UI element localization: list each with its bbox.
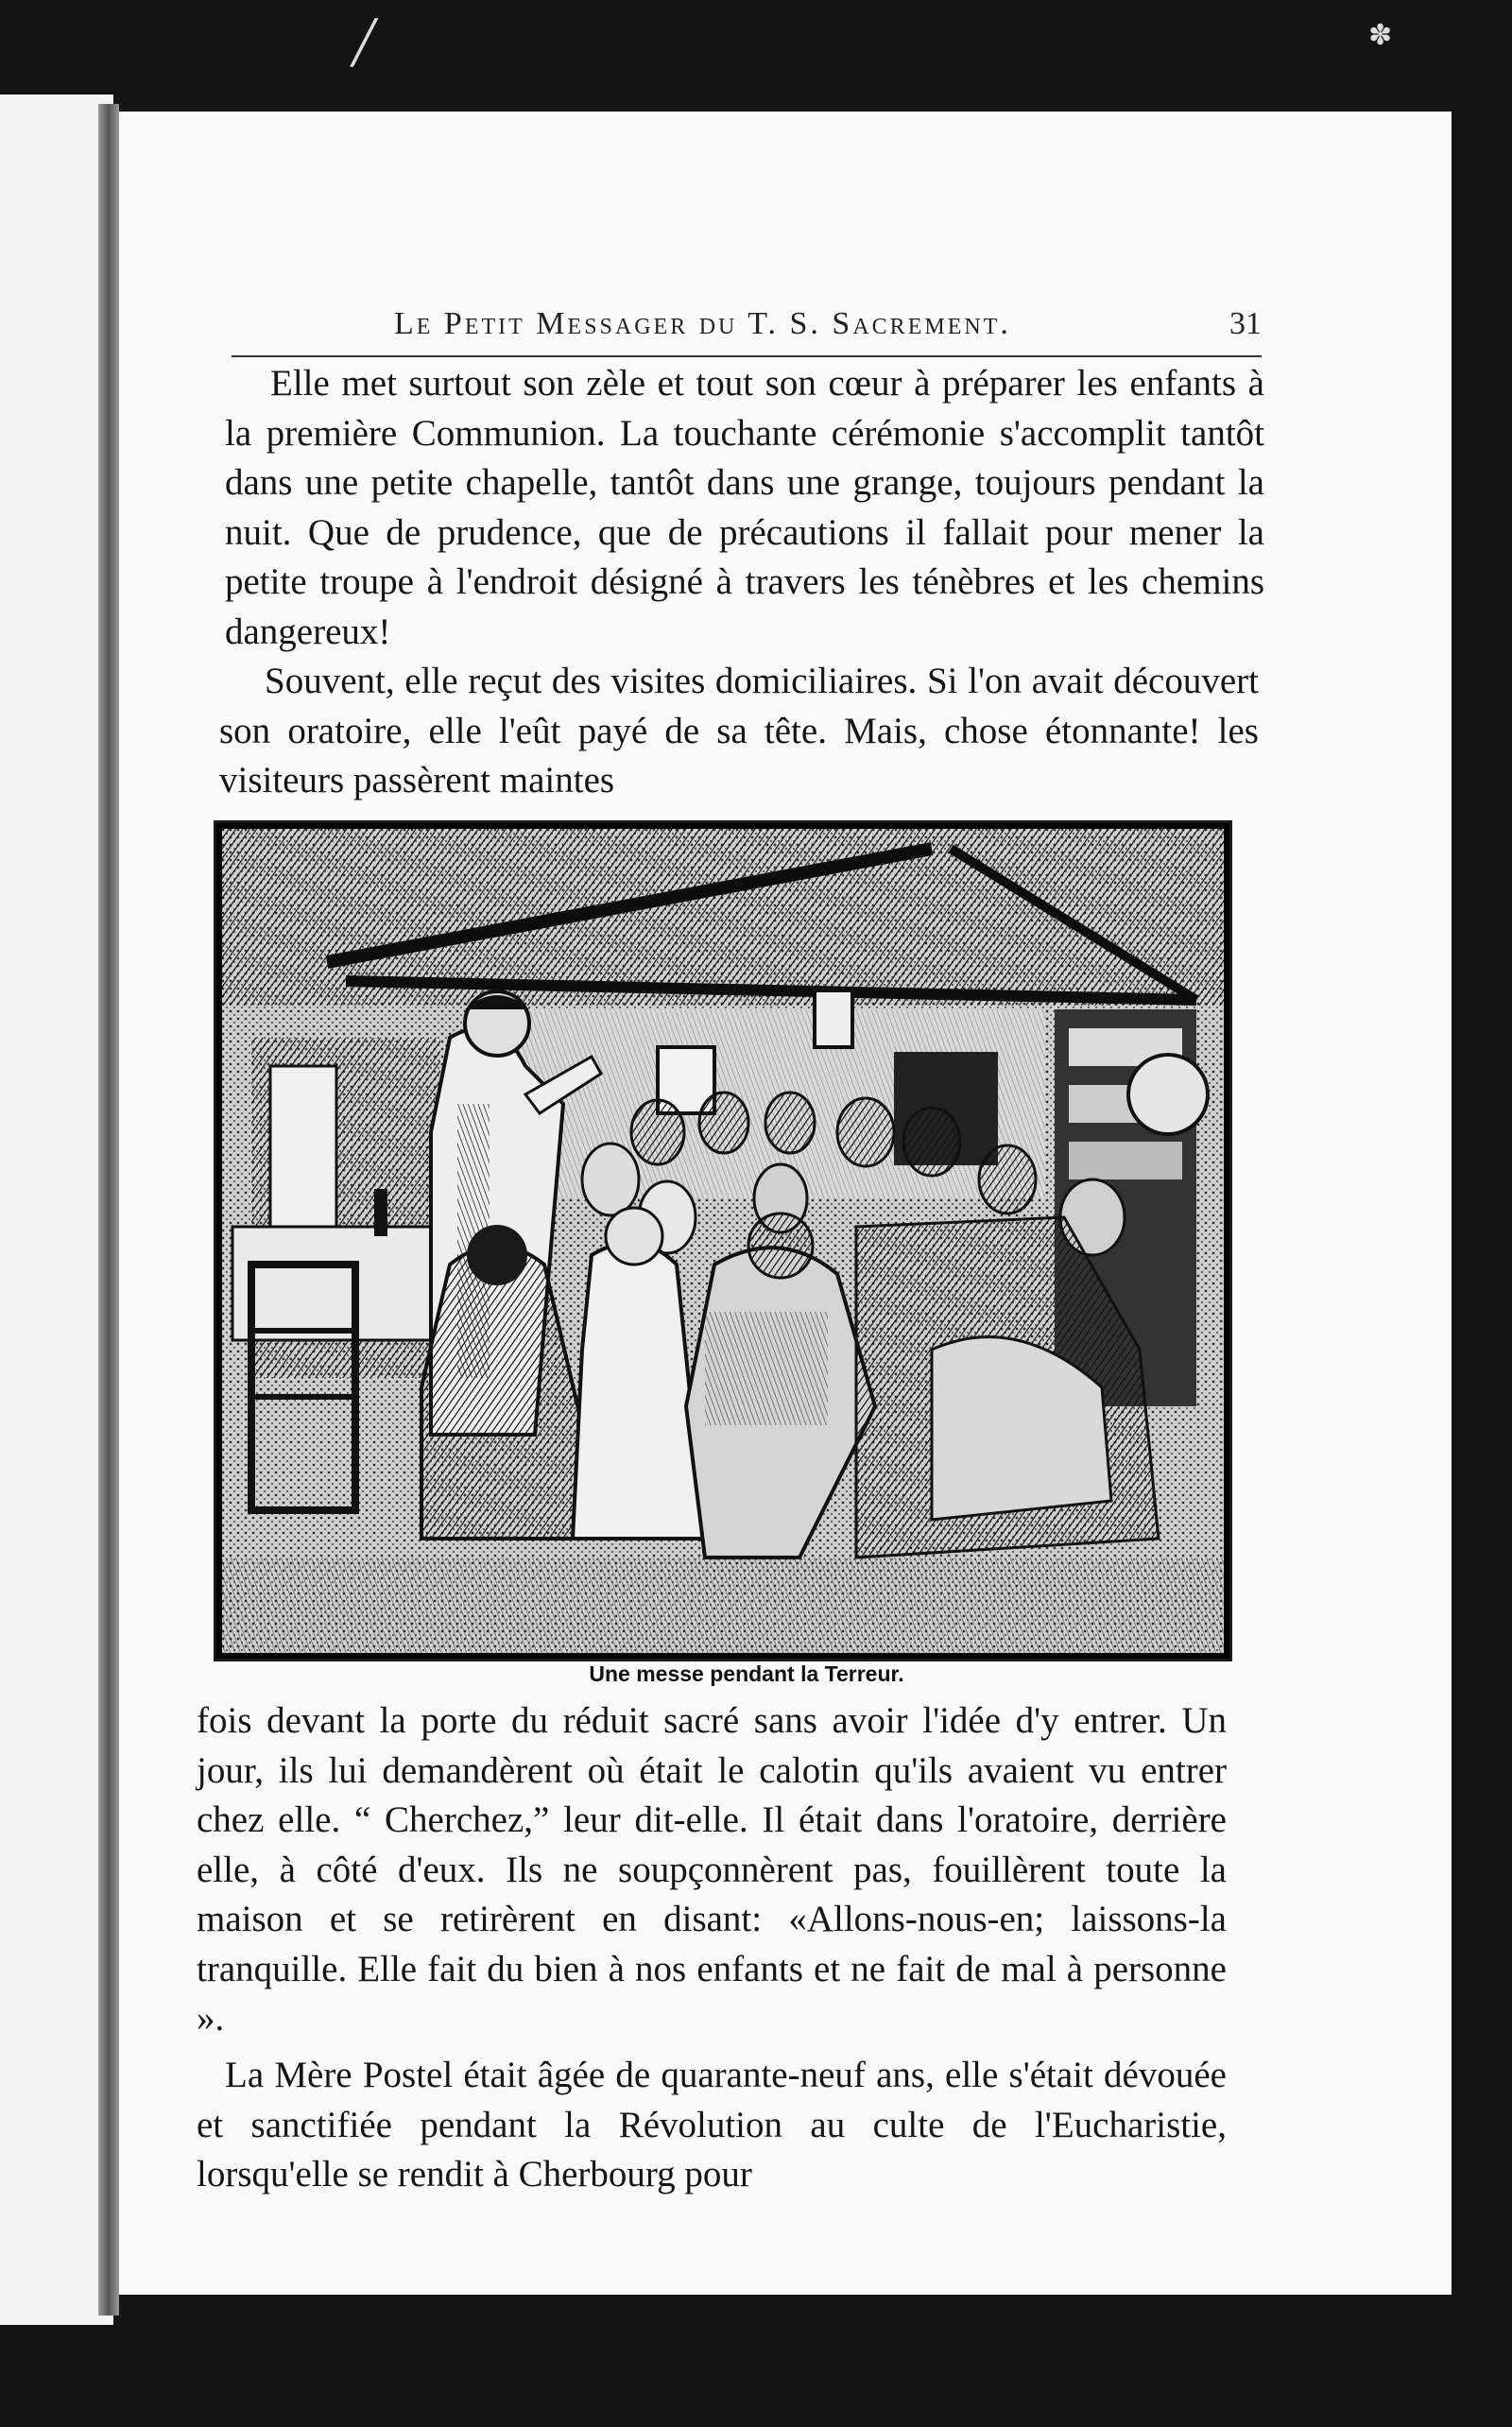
paragraph: fois devant la porte du réduit sacré sans avoir l'idée d'y entrer. Un jour, ils lui demandèrent où était le calotin qu'ils avaient vu entrer chez elle. “ Cherchez,” leur dit-elle. Il était dans l'oratoire, derrière elle, à côté d'eux. Ils ne soupçonnèrent pas, fouillèrent toute la maison et se retirèrent en disant: «Allons-nous-en; laissons-la tranquille. Elle fait du bien à nos enfants et ne fait de mal à personne ».: [197, 1700, 1227, 2039]
book-gutter: [98, 104, 119, 2315]
facing-page-edge: [0, 95, 113, 2325]
paragraph: Souvent, elle reçut des visites domiciliaires. Si l'on avait découvert son oratoire, elle l'eût payé de sa tête. Mais, chose étonnante! les visiteurs passèrent maintes: [219, 661, 1259, 800]
page-number: 31: [1229, 306, 1262, 341]
paragraph: Elle met surtout son zèle et tout son cœur à préparer les enfants à la première Communion. La touchante cérémonie s'accomplit tantôt dans une petite chapelle, tantôt dans une grange, toujours pendant la nuit. Que de prudence, que de précautions il fallait pour mener la petite troupe à l'endroit désigné à travers les ténèbres et les chemins dangereux!: [225, 363, 1264, 652]
engraving-illustration: [214, 820, 1232, 1661]
scan-mark: ╱: [352, 20, 377, 66]
paragraph: La Mère Postel était âgée de quarante-neuf ans, elle s'était dévouée et sanctifiée pendant la Révolution au culte de l'Eucharistie, lorsqu'elle se rendit à Cherbourg pour: [197, 2055, 1227, 2195]
running-header: [232, 299, 1262, 357]
figure-caption: Une messe pendant la Terreur.: [589, 1661, 904, 1686]
running-title: Le Petit Messager du T. S. Sacrement.: [394, 306, 1011, 341]
scan-mark: ✽: [1368, 20, 1393, 51]
